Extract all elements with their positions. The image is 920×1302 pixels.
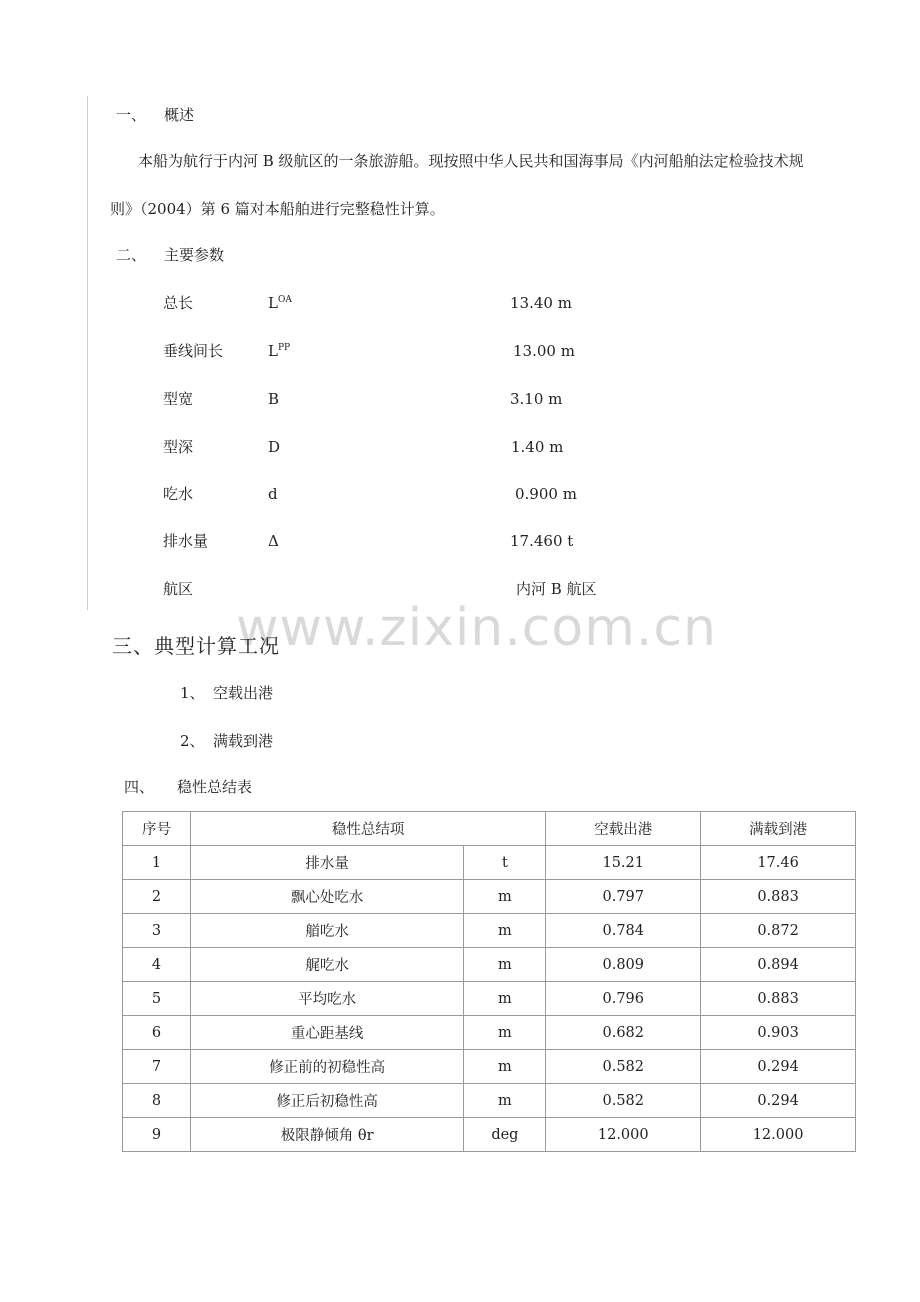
full-arrival-value: 0.294 bbox=[701, 1050, 856, 1084]
symbol-main: B bbox=[268, 390, 280, 408]
parameter-name: 航区 bbox=[163, 580, 194, 598]
overview-line-1: 本船为航行于内河 B 级航区的一条旅游船。现按照中华人民共和国海事局《内河船舶法定检验技术规 bbox=[138, 152, 804, 170]
item-name: 极限静倾角 θr bbox=[190, 1118, 464, 1152]
full-arrival-value: 12.000 bbox=[701, 1118, 856, 1152]
table-header-row bbox=[123, 812, 856, 846]
item-unit: m bbox=[464, 914, 546, 948]
light-departure-value: 0.582 bbox=[546, 1050, 701, 1084]
light-departure-value: 12.000 bbox=[546, 1118, 701, 1152]
condition-number: 1、 bbox=[180, 684, 205, 702]
light-departure-value: 0.682 bbox=[546, 1016, 701, 1050]
table-row bbox=[123, 1084, 856, 1118]
condition-label: 满载到港 bbox=[213, 732, 274, 750]
parameter-row bbox=[163, 392, 663, 410]
item-name: 平均吃水 bbox=[190, 982, 464, 1016]
parameter-symbol bbox=[268, 392, 279, 407]
item-unit: m bbox=[464, 948, 546, 982]
parameter-name: 型宽 bbox=[163, 390, 194, 408]
table-row bbox=[123, 914, 856, 948]
symbol-subscript: OA bbox=[277, 295, 292, 305]
condition-label: 空载出港 bbox=[213, 684, 274, 702]
item-unit: t bbox=[464, 846, 546, 880]
parameter-row bbox=[163, 487, 663, 505]
section-title: 主要参数 bbox=[164, 246, 225, 264]
parameter-value: 13.00 m bbox=[513, 342, 575, 360]
header-full-arrival: 满载到港 bbox=[701, 812, 856, 846]
margin-line bbox=[87, 96, 88, 610]
table-row bbox=[123, 1016, 856, 1050]
item-name: 重心距基线 bbox=[190, 1016, 464, 1050]
light-departure-value: 15.21 bbox=[546, 846, 701, 880]
parameter-row bbox=[163, 534, 663, 552]
light-departure-value: 0.797 bbox=[546, 880, 701, 914]
section-number: 四、 bbox=[124, 778, 155, 796]
row-index: 5 bbox=[123, 982, 191, 1016]
symbol-main: D bbox=[268, 438, 281, 456]
full-arrival-value: 0.872 bbox=[701, 914, 856, 948]
parameter-value: 0.900 m bbox=[515, 485, 577, 503]
table-row bbox=[123, 880, 856, 914]
section-heading-summary bbox=[124, 780, 252, 795]
parameter-name: 吃水 bbox=[163, 485, 194, 503]
condition-item bbox=[180, 686, 273, 701]
parameter-symbol bbox=[268, 440, 280, 455]
item-unit: m bbox=[464, 1016, 546, 1050]
parameter-row bbox=[163, 440, 663, 458]
item-name: 艏吃水 bbox=[190, 914, 464, 948]
item-name: 修正后初稳性高 bbox=[190, 1084, 464, 1118]
parameter-symbol bbox=[268, 342, 291, 360]
item-unit: m bbox=[464, 880, 546, 914]
symbol-main: d bbox=[268, 485, 278, 503]
row-index: 7 bbox=[123, 1050, 191, 1084]
section-number: 二、 bbox=[116, 246, 147, 264]
item-unit: m bbox=[464, 1050, 546, 1084]
table-row bbox=[123, 982, 856, 1016]
light-departure-value: 0.784 bbox=[546, 914, 701, 948]
section-number: 一、 bbox=[116, 106, 147, 124]
symbol-main: L bbox=[268, 294, 278, 312]
full-arrival-value: 0.903 bbox=[701, 1016, 856, 1050]
table-row bbox=[123, 948, 856, 982]
row-index: 3 bbox=[123, 914, 191, 948]
row-index: 1 bbox=[123, 846, 191, 880]
condition-number: 2、 bbox=[180, 732, 205, 750]
item-name: 飘心处吃水 bbox=[190, 880, 464, 914]
item-unit: m bbox=[464, 1084, 546, 1118]
section-title: 稳性总结表 bbox=[177, 778, 253, 796]
parameter-name: 型深 bbox=[163, 438, 194, 456]
header-index: 序号 bbox=[123, 812, 191, 846]
section-title: 概述 bbox=[164, 106, 195, 124]
parameter-value: 内河 B 航区 bbox=[516, 580, 597, 598]
parameter-name: 垂线间长 bbox=[163, 342, 224, 360]
table-row bbox=[123, 1118, 856, 1152]
section-heading-conditions: 三、典型计算工况 bbox=[112, 634, 280, 658]
row-index: 2 bbox=[123, 880, 191, 914]
parameter-value: 17.460 t bbox=[510, 532, 574, 550]
item-name: 修正前的初稳性高 bbox=[190, 1050, 464, 1084]
parameter-symbol bbox=[268, 534, 279, 549]
parameter-value: 1.40 m bbox=[511, 438, 564, 456]
item-name: 排水量 bbox=[190, 846, 464, 880]
section-heading-overview bbox=[116, 108, 194, 123]
parameter-symbol bbox=[268, 294, 292, 312]
item-unit: deg bbox=[464, 1118, 546, 1152]
light-departure-value: 0.582 bbox=[546, 1084, 701, 1118]
full-arrival-value: 0.883 bbox=[701, 982, 856, 1016]
symbol-subscript: PP bbox=[277, 343, 291, 353]
parameter-value: 13.40 m bbox=[510, 294, 572, 312]
parameter-symbol bbox=[268, 487, 278, 502]
full-arrival-value: 0.294 bbox=[701, 1084, 856, 1118]
row-index: 9 bbox=[123, 1118, 191, 1152]
stability-summary-table bbox=[122, 811, 856, 1152]
parameter-name: 排水量 bbox=[163, 532, 209, 550]
parameter-row bbox=[163, 296, 663, 314]
parameter-value: 3.10 m bbox=[510, 390, 563, 408]
full-arrival-value: 0.894 bbox=[701, 948, 856, 982]
symbol-main: L bbox=[268, 342, 278, 360]
row-index: 6 bbox=[123, 1016, 191, 1050]
row-index: 8 bbox=[123, 1084, 191, 1118]
table-row bbox=[123, 1050, 856, 1084]
parameter-name: 总长 bbox=[163, 294, 194, 312]
overview-line-2: 则》（2004）第 6 篇对本船舶进行完整稳性计算。 bbox=[110, 200, 445, 218]
parameter-row bbox=[163, 344, 663, 362]
table-row bbox=[123, 846, 856, 880]
full-arrival-value: 0.883 bbox=[701, 880, 856, 914]
item-name: 艉吃水 bbox=[190, 948, 464, 982]
section-heading-parameters bbox=[116, 248, 224, 263]
symbol-main: Δ bbox=[268, 532, 279, 550]
header-light-departure: 空载出港 bbox=[546, 812, 701, 846]
light-departure-value: 0.796 bbox=[546, 982, 701, 1016]
watermark: www.zixin.com.cn bbox=[236, 598, 717, 658]
condition-item bbox=[180, 734, 273, 749]
full-arrival-value: 17.46 bbox=[701, 846, 856, 880]
row-index: 4 bbox=[123, 948, 191, 982]
header-item: 稳性总结项 bbox=[190, 812, 545, 846]
item-unit: m bbox=[464, 982, 546, 1016]
light-departure-value: 0.809 bbox=[546, 948, 701, 982]
